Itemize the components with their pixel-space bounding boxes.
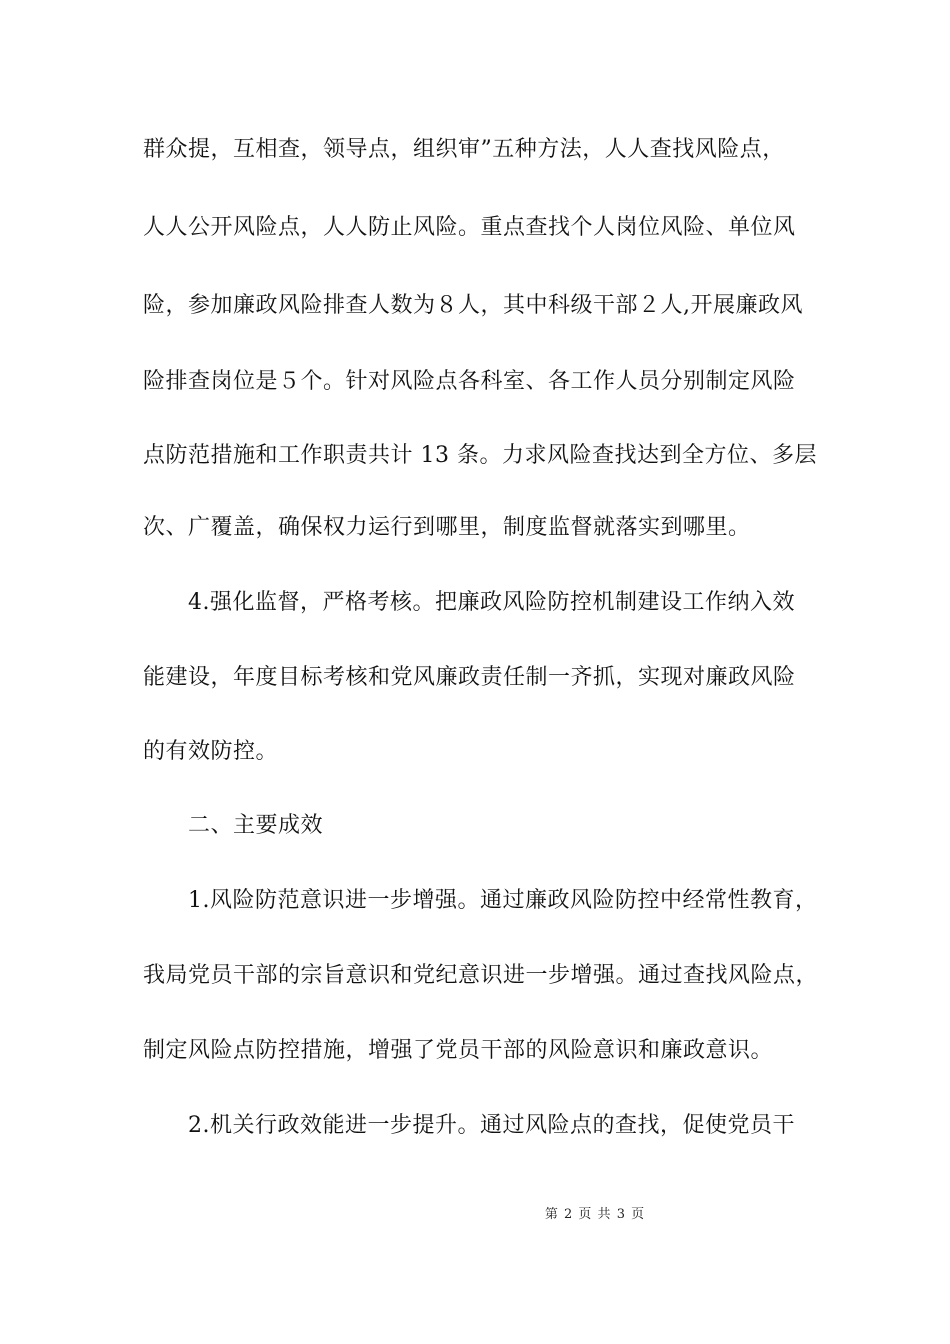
body-line: 1.风险防范意识进一步增强。通过廉政风险防控中经常性教育，: [188, 888, 818, 913]
body-line: 点防范措施和工作职责共计 13 条。力求风险查找达到全方位、多层: [143, 443, 817, 468]
body-line: 的有效防控。: [143, 739, 279, 764]
section-heading: 二、主要成效: [188, 813, 324, 838]
body-line: 险排查岗位是５个。针对风险点各科室、各工作人员分别制定风险: [143, 369, 796, 394]
body-line: 制定风险点防控措施，增强了党员干部的风险意识和廉政意识。: [143, 1038, 774, 1063]
body-line: 群众提，互相查，领导点，组织审”五种方法，人人查找风险点，: [143, 137, 785, 162]
page-number-footer: 第 2 页 共 3 页: [544, 1207, 646, 1222]
body-line: 险，参加廉政风险排查人数为８人，其中科级干部２人,开展廉政风: [143, 293, 803, 318]
body-line: 我局党员干部的宗旨意识和党纪意识进一步增强。通过查找风险点，: [143, 963, 819, 988]
body-line: 人人公开风险点，人人防止风险。重点查找个人岗位风险、单位风: [143, 215, 796, 240]
body-line: 2.机关行政效能进一步提升。通过风险点的查找，促使党员干: [188, 1113, 795, 1138]
body-line: 能建设，年度目标考核和党风廉政责任制一齐抓，实现对廉政风险: [143, 665, 796, 690]
body-line: 次、广覆盖，确保权力运行到哪里，制度监督就落实到哪里。: [143, 515, 751, 540]
body-line: 4.强化监督，严格考核。把廉政风险防控机制建设工作纳入效: [188, 590, 795, 615]
